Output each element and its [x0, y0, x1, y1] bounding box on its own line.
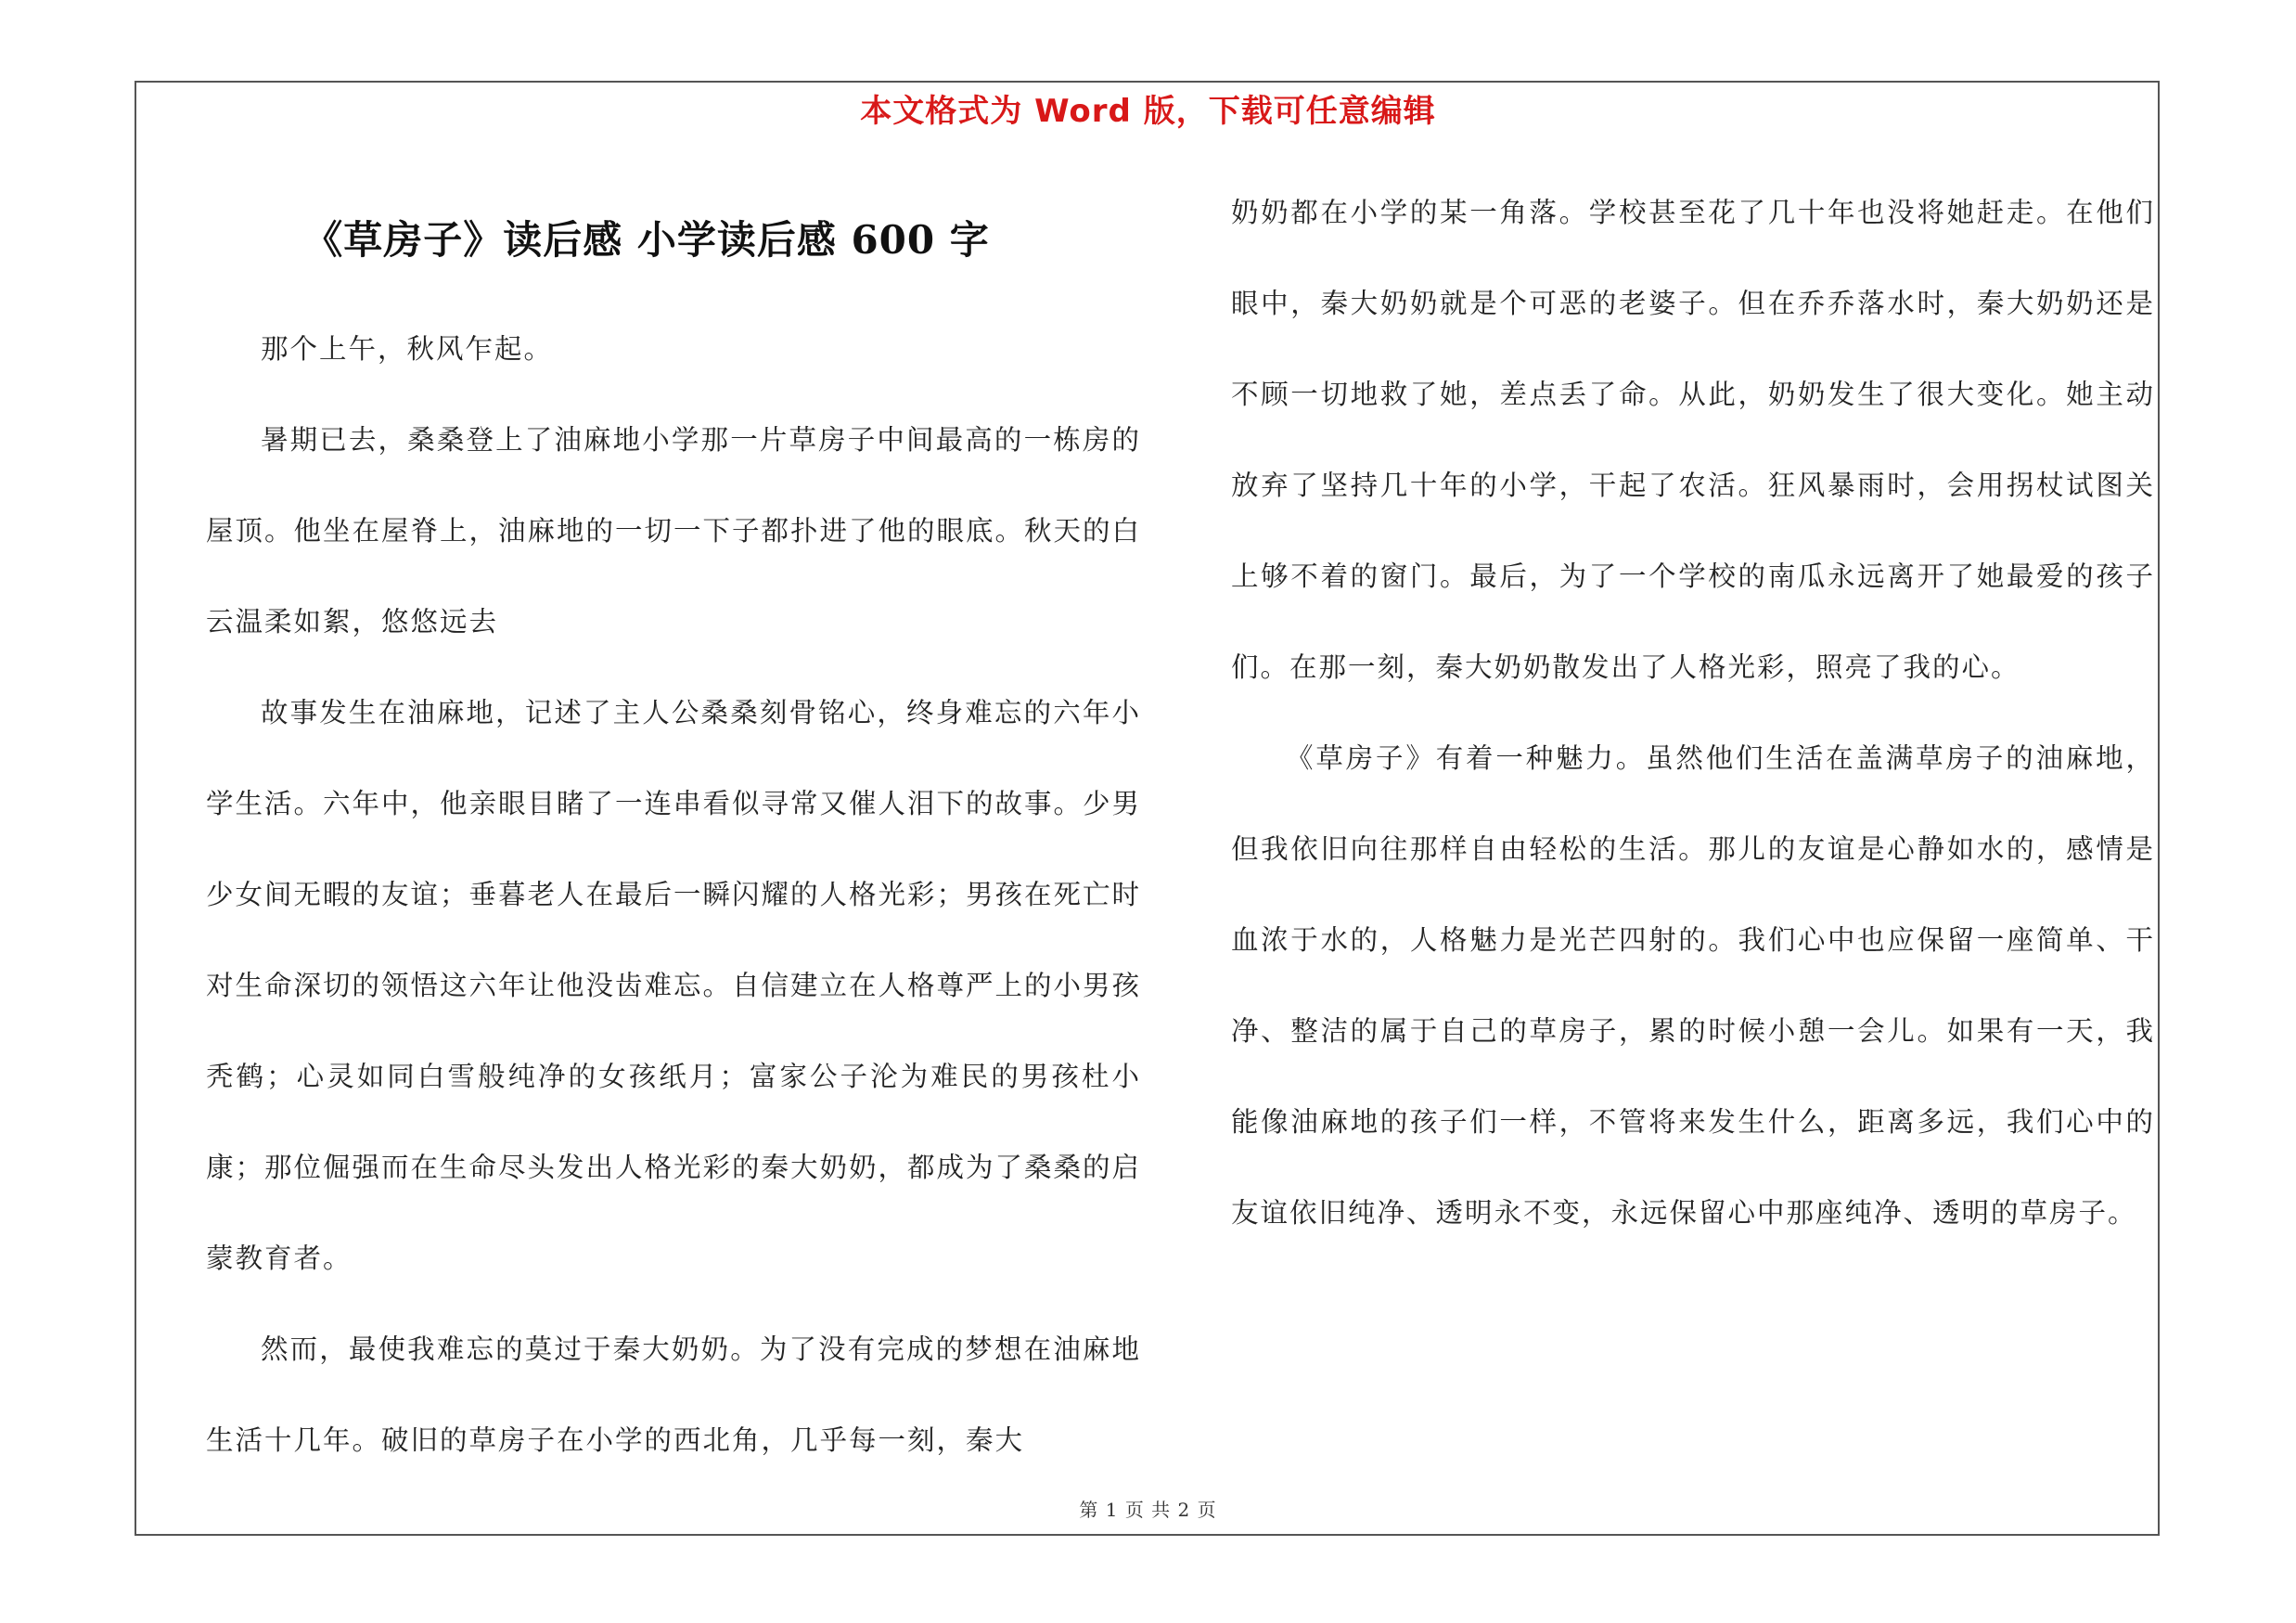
paragraph: 然而，最使我难忘的莫过于秦大奶奶。为了没有完成的梦想在油麻地生活十几年。破旧的草房子在小学的西北角，几乎每一刻，秦大 [206, 1333, 1141, 1456]
page-number-footer: 第 1 页 共 2 页 [1079, 1499, 1217, 1521]
paragraph: 故事发生在油麻地，记述了主人公桑桑刻骨铭心，终身难忘的六年小学生活。六年中，他亲眼目睹了一连串看似寻常又催人泪下的故事。少男少女间无暇的友谊；垂暮老人在最后一瞬闪耀的人格光彩；男孩在死亡时对生命深切的领悟这六年让他没齿难忘。自信建立在人格尊严上的小男孩秃鹤；心灵如同白雪般纯净的女孩纸月；富家公子沦为难民的男孩杜小康；那位倔强而在生命尽头发出人格光彩的秦大奶奶，都成为了桑桑的启蒙教育者。 [206, 697, 1142, 1274]
paragraph: 《草房子》有着一种魅力。虽然他们生活在盖满草房子的油麻地，但我依旧向往那样自由轻松的生活。那儿的友谊是心静如水的，感情是血浓于水的，人格魅力是光芒四射的。我们心中也应保留一座简单、干净、整洁的属于自己的草房子，累的时候小憩一会儿。如果有一天，我能像油麻地的孩子们一样，不管将来发生什么，距离多远，我们心中的友谊依旧纯净、透明永不变，永远保留心中那座纯净、透明的草房子。 [1231, 742, 2155, 1229]
paragraph: 那个上午，秋风乍起。 [261, 333, 554, 365]
paragraph-continued: 奶奶都在小学的某一角落。学校甚至花了几十年也没将她赶走。在他们眼中，秦大奶奶就是个可恶的老婆子。但在乔乔落水时，秦大奶奶还是不顾一切地救了她，差点丢了命。从此，奶奶发生了很大变化。她主动放弃了坚持几十年的小学，干起了农活。狂风暴雨时，会用拐杖试图关上够不着的窗门。最后，为了一个学校的南瓜永远离开了她最爱的孩子们。在那一刻，秦大奶奶散发出了人格光彩，照亮了我的心。 [1231, 197, 2155, 683]
left-text-column [206, 303, 1141, 1486]
right-text-column [1231, 167, 2155, 1258]
document-title: 《草房子》读后感 小学读后感 600 字 [303, 217, 990, 263]
paragraph: 暑期已去，桑桑登上了油麻地小学那一片草房子中间最高的一栋房的屋顶。他坐在屋脊上，油麻地的一切一下子都扑进了他的眼底。秋天的白云温柔如絮，悠悠远去 [206, 424, 1142, 638]
word-format-banner: 本文格式为 Word 版，下载可任意编辑 [860, 93, 1436, 130]
